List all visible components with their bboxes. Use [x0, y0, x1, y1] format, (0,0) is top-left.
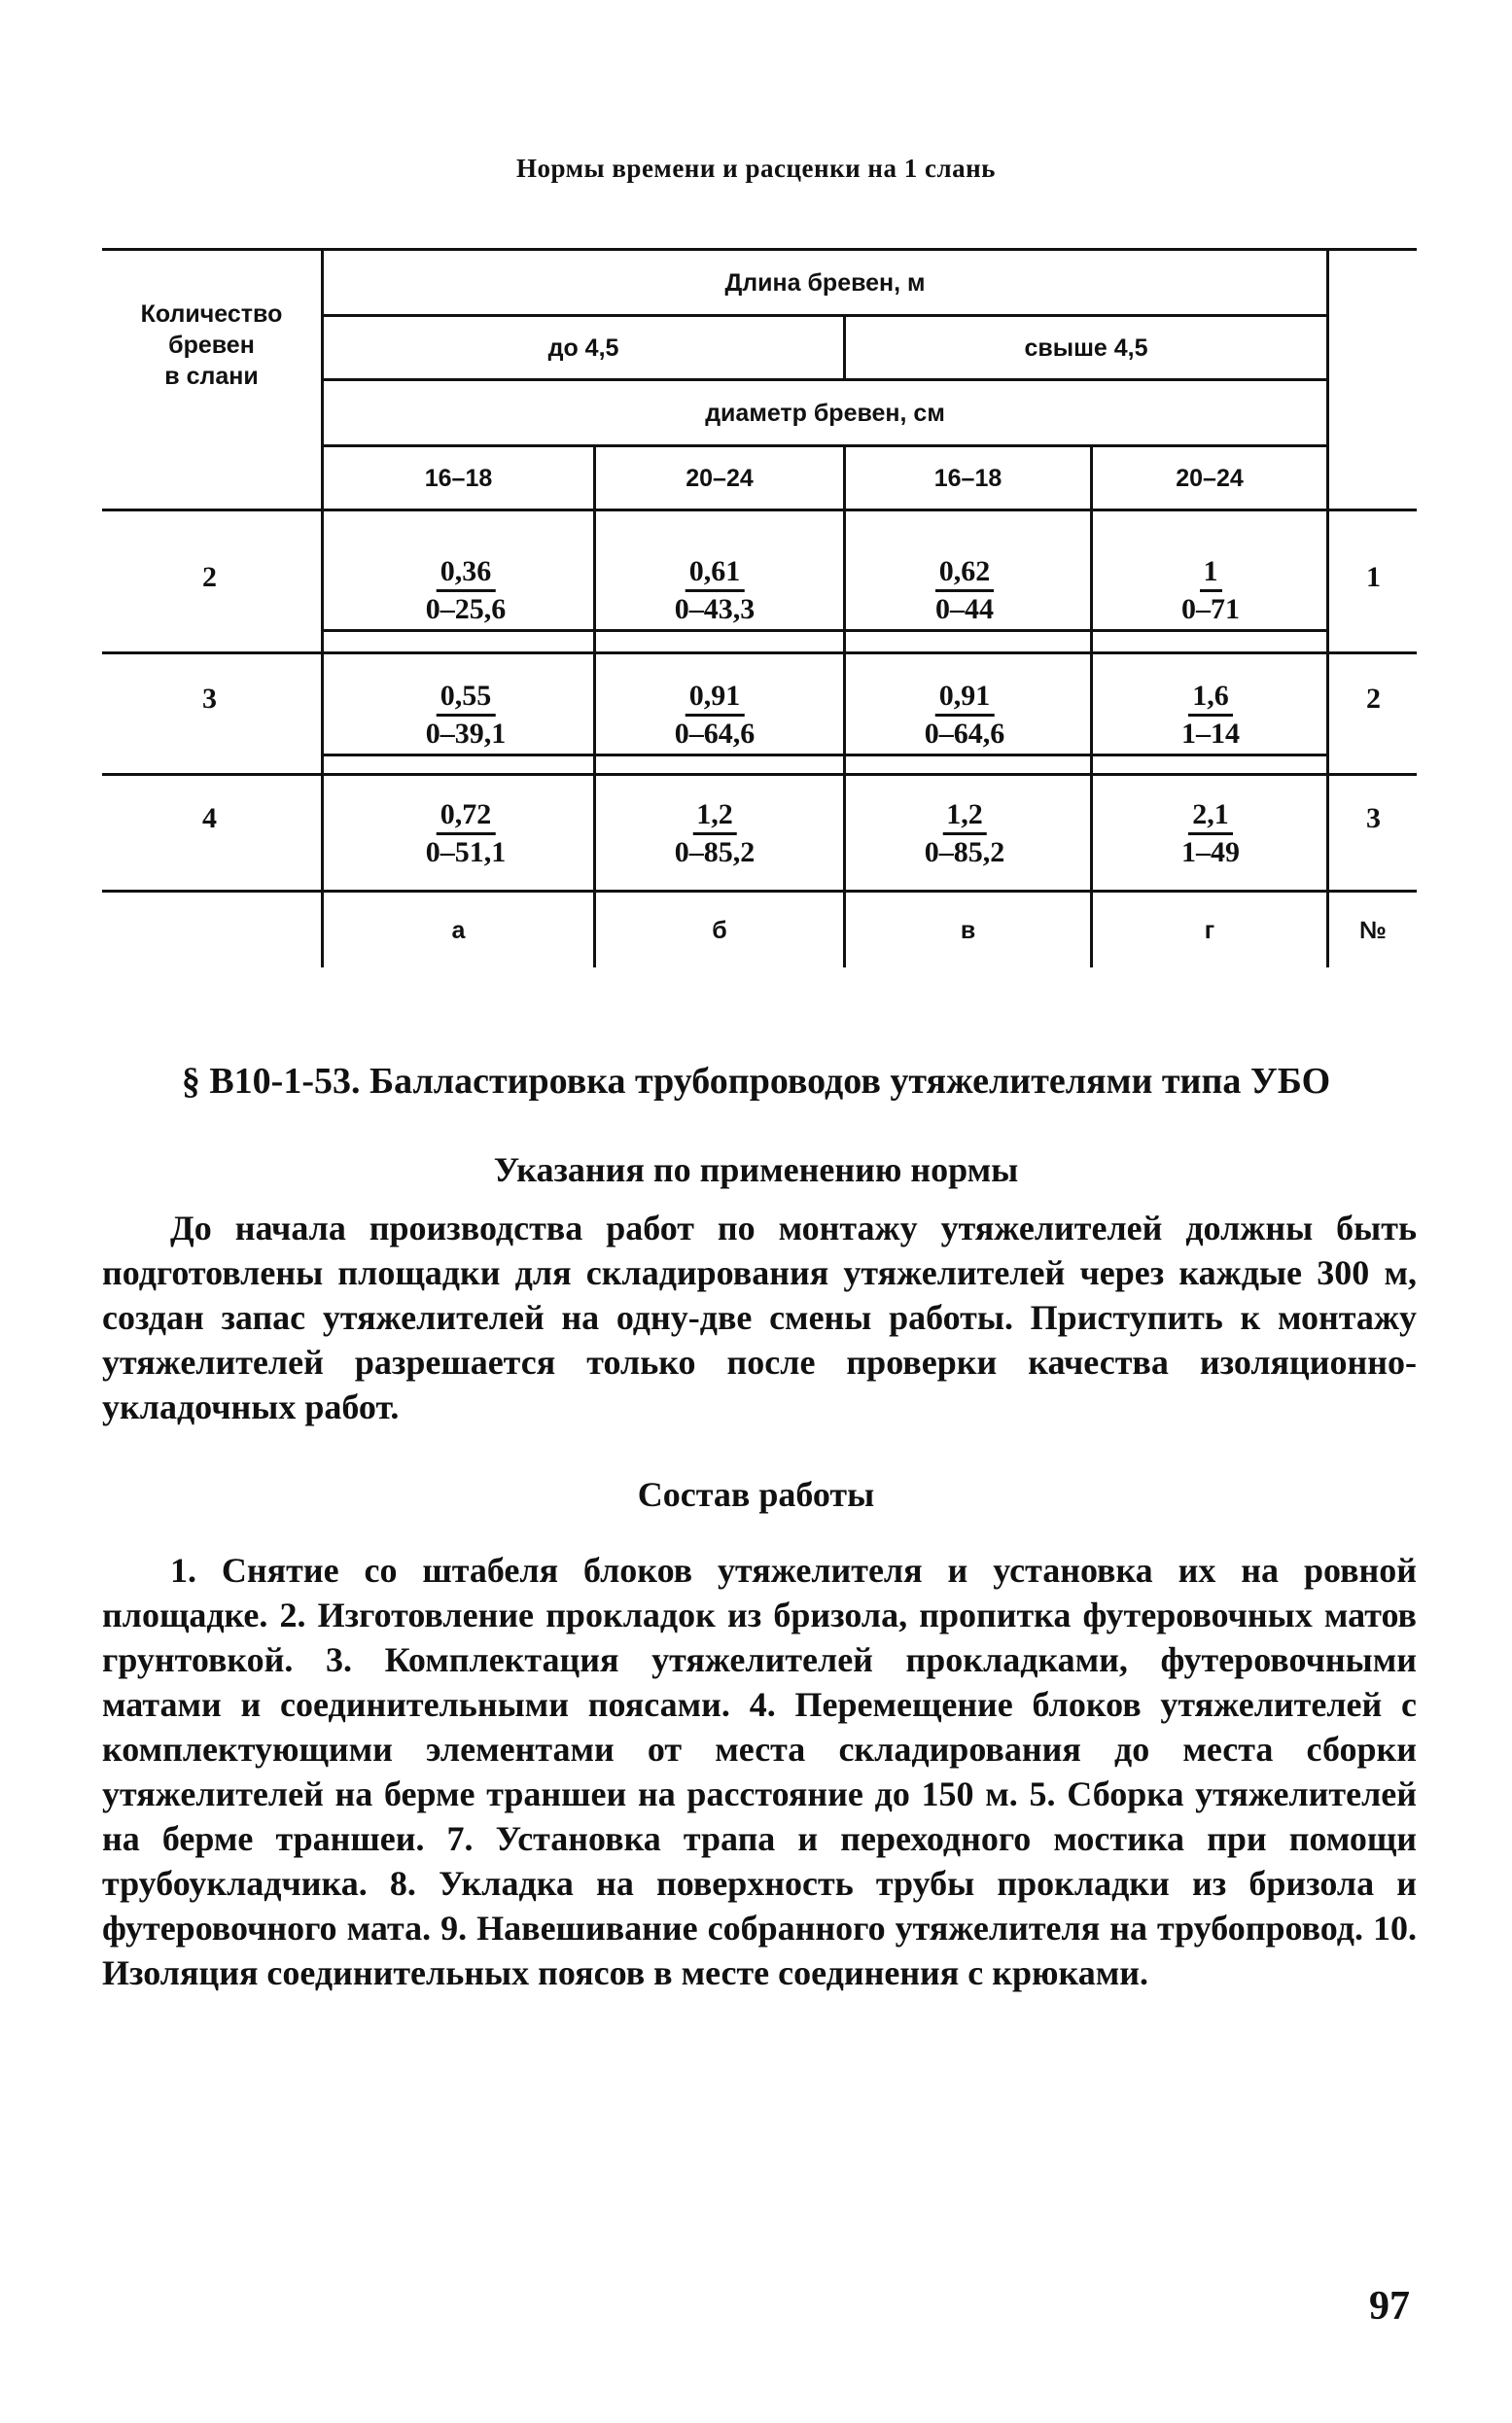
time-norm: 0,91: [935, 681, 995, 717]
header-diameter: диаметр бревен, см: [705, 399, 945, 427]
rate-cell: [671, 799, 759, 868]
time-norm: 0,72: [437, 799, 496, 835]
column-letter: б: [712, 916, 727, 944]
price-rate: 0–64,6: [674, 718, 756, 750]
price-rate: 0–64,6: [924, 718, 1005, 750]
rate-cell: [671, 681, 759, 750]
row-number: 2: [1366, 683, 1381, 715]
time-norm: 1,6: [1188, 681, 1233, 717]
time-norm: 0,91: [686, 681, 745, 717]
time-norm: 0,55: [437, 681, 496, 717]
corner-header: [102, 287, 321, 404]
table-title: Нормы времени и расценки на 1 слань: [516, 154, 996, 183]
header-over: свыше 4,5: [1024, 334, 1148, 362]
page-number: 97: [1369, 2284, 1410, 2329]
rate-cell: [921, 799, 1009, 868]
instructions-heading: Указания по применению нормы: [493, 1150, 1019, 1189]
rate-cell: [422, 799, 510, 868]
price-rate: 0–39,1: [425, 718, 507, 750]
section-title: § В10-1-53. Балластировка трубопроводов утяжелителями типа УБО: [181, 1061, 1331, 1102]
rate-cell: [921, 681, 1009, 750]
rate-cell: [1178, 681, 1244, 750]
rate-cell: [671, 556, 759, 625]
price-rate: 0–85,2: [924, 836, 1005, 868]
price-rate: 0–44: [935, 593, 994, 625]
column-letter: а: [451, 916, 466, 944]
corner-header-line: в слани: [164, 363, 259, 390]
price-rate: 0–85,2: [674, 836, 756, 868]
norms-table: [102, 248, 1417, 967]
time-norm: 0,62: [935, 556, 995, 592]
corner-header-line: бревен: [168, 332, 255, 359]
time-norm: 1: [1200, 556, 1222, 592]
instructions-paragraph: До начала производства работ по монтажу утяжелителей должны быть подготовлены площадки для складирования утяжелителей через каждые 300 м, создан запас утяжелителей на одну-две смены работы. Приступить к монтажу утяжелителей разрешается только после проверки качества изоляционно-укладочных работ.: [102, 1209, 1417, 1426]
price-rate: 1–49: [1181, 836, 1240, 868]
price-rate: 1–14: [1181, 718, 1240, 750]
time-norm: 1,2: [692, 799, 737, 835]
time-norm: 0,36: [437, 556, 496, 592]
row-count: 3: [202, 683, 217, 715]
column-letter: г: [1204, 916, 1215, 944]
price-rate: 0–43,3: [674, 593, 756, 625]
price-rate: 0–71: [1181, 593, 1240, 625]
time-norm: 1,2: [942, 799, 987, 835]
price-rate: 0–51,1: [425, 836, 507, 868]
work-composition-paragraph: 1. Снятие со штабеля блоков утяжелителя и установка их на ровной площадке. 2. Изготовление прокладок из бризола, пропитка футеровочных матов грунтовкой. 3. Комплектация утяжелителей прокладками, футеровочными матами и соединительными поясами. 4. Перемещение блоков утяжелителей с комплектующими элементами от места складирования до места сборки утяжелителей на берме траншеи на расстояние до 150 м. 5. Сборка утяжелителей на берме траншеи. 7. Установка трапа и переходного мостика при помощи трубоукладчика. 8. Укладка на поверхность трубы прокладки из бризола и футеровочного мата. 9. Навешивание собранного утяжелителя на трубопровод. 10. Изоляция соединительных поясов в месте соединения с крюками.: [102, 1551, 1417, 1992]
diameter-col: 16–18: [933, 464, 1002, 492]
row-count: 4: [202, 802, 217, 834]
header-log-length: Длина бревен, м: [724, 268, 926, 297]
diameter-col: 20–24: [686, 464, 754, 492]
row-count: 2: [202, 561, 217, 593]
diameter-col: 20–24: [1176, 464, 1244, 492]
rate-cell: [1178, 799, 1244, 868]
row-number: 1: [1366, 561, 1381, 593]
footer-num-symbol: №: [1359, 916, 1387, 944]
work-composition-heading: Состав работы: [637, 1475, 875, 1514]
corner-header-line: Количество: [140, 300, 283, 328]
time-norm: 0,61: [686, 556, 745, 592]
rate-cell: [422, 681, 510, 750]
rate-cell: [1178, 556, 1244, 625]
rate-cell: [932, 556, 998, 625]
column-letter: в: [960, 916, 976, 944]
diameter-col: 16–18: [424, 464, 493, 492]
row-number: 3: [1366, 802, 1381, 834]
time-norm: 2,1: [1188, 799, 1233, 835]
price-rate: 0–25,6: [425, 593, 507, 625]
header-up-to: до 4,5: [547, 334, 619, 362]
rate-cell: [422, 556, 510, 625]
